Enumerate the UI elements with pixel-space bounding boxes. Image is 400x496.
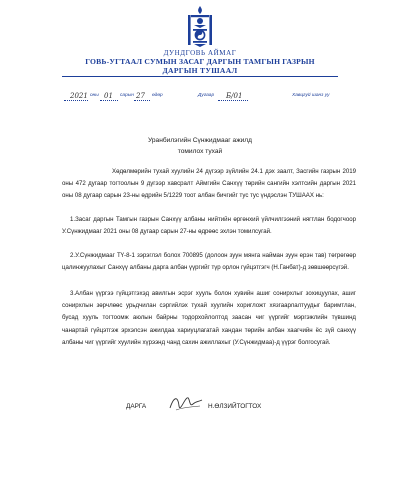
clause-2: 2.У.Сүнжидмааг ТҮ-8-1 зэрэглэл болох 700895 (долоон зуун мянга найман зуун ерэн тав) төгрөгөөр цалинжуулахыг Санхүү албаны дарга албан үүргийг түр орлон гүйцэтгэгч (Н.Ганбат)-д зөвшөөрсүгэй. bbox=[62, 252, 356, 272]
clause-1: 1.Засаг даргын Тамгын газрын Санхүү албаны нийтийн өргөнхий үйлчилгээний нягтлан бодогчоор У.Сүнжидмааг 2021 оны 08 дугаар сарын 27-ны өдрөөс эхлэн томилсугай. bbox=[62, 216, 356, 236]
month-underline bbox=[100, 100, 118, 101]
month-label: сарын bbox=[120, 93, 134, 98]
day-underline bbox=[134, 100, 150, 101]
number-label: Дугаар bbox=[198, 93, 215, 98]
date-day: 27 bbox=[136, 92, 145, 100]
preamble-paragraph: Хөдөлмөрийн тухай хуулийн 24 дүгээр зүйлийн 24.1 дэх заалт, Засгийн газрын 2019 оны 472 дугаар тогтоолын 9 дүгээр хавсралт Аймгийн Санхүү төрийн сангийн хэлтсийн даргын 2021 оны 08 дугаар сарын 23-ны өдрийн 5/1229 тоот албан бичгийг тус тус үндэслэн ТУШААХ нь: bbox=[62, 168, 356, 200]
signatory-title: ДАРГА bbox=[126, 403, 147, 410]
year-underline bbox=[64, 100, 88, 101]
signatory-name: Н.ӨЛЗИЙТОГТОХ bbox=[208, 403, 262, 410]
document-type: ДАРГЫН ТУШААЛ bbox=[162, 66, 238, 75]
office-name: ГОВЬ-УГТААЛ СУМЫН ЗАСАГ ДАРГЫН ТАМГЫН ГАЗРЫН bbox=[85, 57, 315, 66]
date-year: 2021 bbox=[70, 92, 88, 100]
header-divider bbox=[62, 76, 338, 77]
subject-line-2: томилох тухай bbox=[177, 148, 223, 155]
clause-3: 3.Албан үүргээ гүйцэтгэхэд авилгын эсрэг хууль болон хувийн ашиг сонирхлыг зохицуулах, ашиг сонирхлын зөрчлөөс урьдчилан сэргийлэх тухай хуулийн хоригложт хязгаарлалтуудыг баримтлан, бусад хууль тогтоомж аюлын байрны тодорхойлолтод заасан чиг үүргийг мэргэжлийн түвшинд чанартай гүйцэтгэж эрхэлсэн ажилдаа хариуцлагатай хандан төрийн албан хаагчийн ёс зүй санхүү албаны чиг үүргийг хуулийн хүрээнд чанд сахин ажиллахыг (У.Сүнжидмаа)-д үүрэг болгосугай. bbox=[62, 290, 356, 346]
number-underline bbox=[218, 100, 248, 101]
aimag-name: ДУНДГОВЬ АЙМАГ bbox=[163, 49, 237, 57]
soyombo-emblem-icon bbox=[185, 6, 215, 48]
date-month: 01 bbox=[104, 92, 113, 100]
handwritten-signature bbox=[168, 392, 204, 414]
year-label: оны bbox=[90, 93, 99, 98]
subject-line-1: Уранбилэгийн Сүнжидмааг ажилд bbox=[148, 137, 252, 144]
place-label: Хавцгуй шанз уу bbox=[292, 93, 330, 98]
day-label: өдөр bbox=[152, 93, 163, 98]
order-number: Б/01 bbox=[226, 92, 243, 100]
